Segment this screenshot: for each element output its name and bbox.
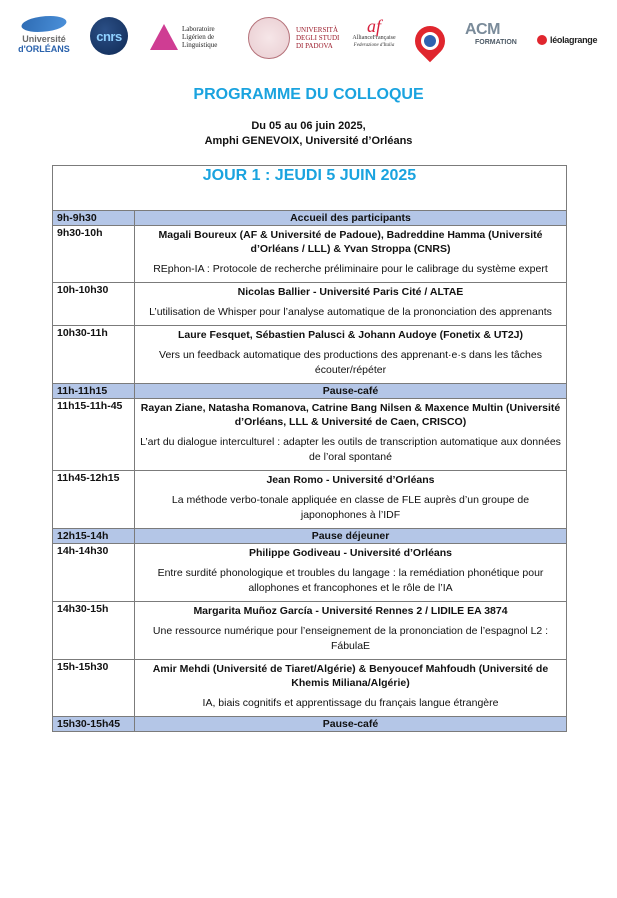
- session-speakers: Laure Fesquet, Sébastien Palusci & Johann Audoye (Fonetix & UT2J): [177, 329, 523, 341]
- lll-triangle-icon: [150, 24, 178, 50]
- session-row: [53, 544, 567, 602]
- alliance-francaise-logo: [345, 18, 403, 62]
- session-speakers: Magali Boureux (AF & Université de Padoue), Badreddine Hamma (Université d’Orléans / LLL) & Yvan Stroppa (CNRS): [158, 229, 543, 255]
- partner-logos: [0, 12, 617, 68]
- session-time: 10h30-11h: [53, 326, 135, 384]
- session-time: 11h15-11h-45: [53, 399, 135, 471]
- cnrs-logo: [90, 17, 128, 55]
- day-title: JOUR 1 : JEUDI 5 JUIN 2025: [53, 166, 567, 211]
- af-logo-line2: Federazione d'Italia: [353, 43, 395, 48]
- leo-lagrange-logo: [537, 32, 597, 48]
- session-details: [135, 226, 567, 283]
- session-details: [135, 326, 567, 384]
- session-row: [53, 226, 567, 283]
- pause-row: [53, 384, 567, 399]
- pause-label: Pause déjeuner: [135, 529, 567, 544]
- session-time: 14h30-15h: [53, 602, 135, 660]
- session-speakers: Rayan Ziane, Natasha Romanova, Catrine Bang Nilsen & Maxence Multin (Université d’Orléans, LLL & Université de Caen, CRISCO): [140, 402, 561, 428]
- orleans-logo-line1: Université: [22, 34, 66, 44]
- session-details: [135, 283, 567, 326]
- session-talk-title: Vers un feedback automatique des productions des apprenant·e·s dans les tâches écouter/répéter: [159, 349, 542, 376]
- session-time: 14h-14h30: [53, 544, 135, 602]
- lll-logo: [150, 22, 217, 52]
- session-details: [135, 602, 567, 660]
- pause-label: Accueil des participants: [135, 211, 567, 226]
- session-row: [53, 399, 567, 471]
- pause-row: [53, 211, 567, 226]
- event-info: [0, 119, 617, 149]
- padova-logo-line2: DEGLI STUDI: [296, 34, 340, 42]
- pause-row: [53, 717, 567, 732]
- session-talk-title: La méthode verbo-tonale appliquée en classe de FLE auprès d’un groupe de japonophones à l’IDF: [171, 494, 530, 521]
- session-time: 9h-9h30: [53, 211, 135, 226]
- session-talk-title: Entre surdité phonologique et troubles du langage : la remédiation phonétique pour allophones et francophones et le rôle de l’IA: [157, 567, 544, 594]
- session-speakers: Jean Romo - Université d’Orléans: [266, 474, 435, 486]
- event-dates: Du 05 au 06 juin 2025,: [251, 120, 366, 132]
- session-row: [53, 602, 567, 660]
- padova-logo-line1: UNIVERSITÀ: [296, 26, 338, 34]
- session-speakers: Philippe Godiveau - Université d’Orléans: [248, 547, 453, 559]
- session-time: 12h15-14h: [53, 529, 135, 544]
- session-talk-title: L’art du dialogue interculturel : adapter les outils de transcription automatique aux données de l’oral spontané: [140, 436, 561, 463]
- session-details: [135, 399, 567, 471]
- event-venue: Amphi GENEVOIX, Université d’Orléans: [204, 135, 413, 147]
- universite-orleans-logo: [18, 16, 70, 60]
- session-row: [53, 326, 567, 384]
- lll-logo-line1: Laboratoire: [182, 25, 215, 33]
- session-time: 11h-11h15: [53, 384, 135, 399]
- lll-logo-line3: Linguistique: [182, 41, 218, 49]
- acm-logo-text: ACM: [465, 21, 500, 38]
- session-speakers: Nicolas Ballier - Université Paris Cité / ALTAE: [237, 286, 464, 298]
- cnrs-logo-text: cnrs: [96, 28, 122, 44]
- pause-label: Pause-café: [135, 717, 567, 732]
- acm-formation-logo: [465, 22, 531, 58]
- pin-logo: [413, 20, 447, 62]
- day-header-row: [53, 166, 567, 211]
- map-pin-icon: [409, 20, 451, 62]
- af-mark: af: [366, 16, 381, 36]
- session-details: [135, 544, 567, 602]
- session-speakers: Amir Mehdi (Université de Tiaret/Algérie) & Benyoucef Mahfoudh (Université de Khemis Miliana/Algérie): [152, 663, 549, 689]
- pause-row: [53, 529, 567, 544]
- session-time: 15h-15h30: [53, 660, 135, 717]
- page-title: PROGRAMME DU COLLOQUE: [193, 86, 424, 103]
- smiley-icon: [424, 35, 436, 47]
- session-talk-title: IA, biais cognitifs et apprentissage du français langue étrangère: [202, 697, 499, 709]
- session-details: [135, 660, 567, 717]
- session-row: [53, 283, 567, 326]
- session-talk-title: Une ressource numérique pour l’enseignement de la prononciation de l’espagnol L2 : FábulaE: [152, 625, 549, 652]
- padova-logo: [248, 15, 339, 61]
- leo-lagrange-text: léolagrange: [550, 35, 598, 45]
- af-logo-line1: AllianceFrançaise: [352, 35, 396, 41]
- session-row: [53, 471, 567, 529]
- acm-logo-subtext: FORMATION: [475, 39, 517, 46]
- session-talk-title: L’utilisation de Whisper pour l’analyse automatique de la prononciation des apprenants: [149, 306, 552, 318]
- session-speakers: Margarita Muñoz García - Université Rennes 2 / LIDILE EA 3874: [193, 605, 508, 617]
- session-time: 10h-10h30: [53, 283, 135, 326]
- leo-lagrange-icon: [537, 35, 547, 45]
- session-time: 11h45-12h15: [53, 471, 135, 529]
- program-table: [52, 165, 567, 732]
- orleans-logo-line2: d'ORLÉANS: [18, 44, 70, 54]
- pause-label: Pause-café: [135, 384, 567, 399]
- session-talk-title: REphon-IA : Protocole de recherche préliminaire pour le calibrage du système expert: [153, 263, 548, 275]
- session-time: 9h30-10h: [53, 226, 135, 283]
- lll-logo-line2: Ligérien de: [182, 33, 215, 41]
- padova-seal-icon: [248, 17, 290, 59]
- session-time: 15h30-15h45: [53, 717, 135, 732]
- session-row: [53, 660, 567, 717]
- orleans-swoosh-icon: [20, 16, 68, 32]
- session-details: [135, 471, 567, 529]
- padova-logo-line3: DI PADOVA: [296, 42, 333, 50]
